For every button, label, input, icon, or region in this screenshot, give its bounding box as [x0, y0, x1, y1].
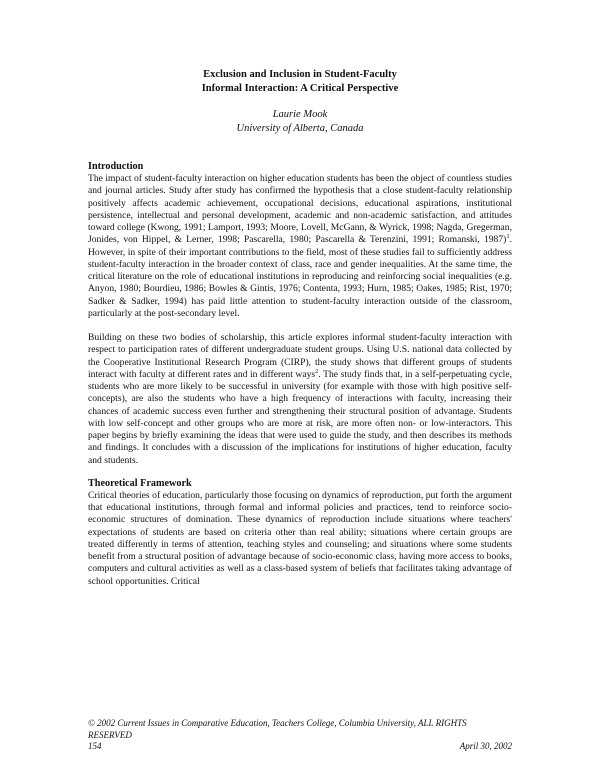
paragraph-theoretical-1: Critical theories of education, particularly those focusing on dynamics of reproduction, put forth the argument that educational institutions, through formal and informal policies and practices, tend to reinforce socio-economic structures of domination. These dynamics of reproduction include situations where teachers' expectations of students are based on criteria other than real ability; situations where certain groups are treated differently in terms of attention, teaching styles and counseling; and situations where some students benefit from a structural position of advantage because of socio-economic class, having more access to books, computers and cultural activities as well as a class-based system of beliefs that facilitates taking advantage of school opportunities. Critical	[88, 489, 512, 587]
page-number: 154	[88, 741, 102, 751]
author-name: Laurie Mook	[272, 109, 328, 120]
paragraph-intro-2	[88, 332, 512, 467]
paragraph-text: The impact of student-faculty interaction on higher education students has been the object of countless studies and journal articles. Study after study has confirmed the hypothesis that a close student-faculty relationship positively affects academic achievement, occupational decisions, educational aspirations, institutional persistence, intellectual and personal development, academic and non-academic satisfaction, and attitudes toward college (Kwong, 1991; Lamport, 1993; Moore, Lovell, McGann, & Wyrick, 1998; Nagda, Gregerman, Jonides, von Hippel, & Lerner, 1998; Pascarella, 1980; Pascarella & Terenzini, 1991; Romanski, 1987)	[88, 173, 512, 246]
footer-copyright: © 2002 Current Issues in Comparative Education, Teachers College, Columbia University, ALL RIGHTS RESERVED	[88, 718, 467, 740]
section-heading-introduction: Introduction	[88, 161, 144, 172]
footer-row	[88, 741, 512, 753]
paragraph-text: Building on these two bodies of scholarship, this article explores informal student-faculty interaction with respect to participation rates of different undergraduate student groups. Using U.S. national data collected by the Cooperative Institutional Research Program (CIRP), the study shows that different groups of students interact with faculty at different rates and in different ways	[88, 332, 512, 380]
paragraph-text: . The study finds that, in a self-perpetuating cycle, students who are more likely to be successful in university (for example with those with high positive self-concepts), are also the students who have a high frequency of interactions with faculty, increasing their chances of academic success even further and strengthening their structural position of advantage. Students with low self-concept and other groups who are more at risk, are more often non- or low-interactors. This paper begins by briefly examining the ideas that were used to guide the study, and then describes its methods and findings. It concludes with a discussion of the implications for institutions of higher education, faculty and students.	[88, 368, 512, 466]
footnote-marker-2[interactable]: 2	[315, 367, 319, 375]
author-block	[0, 108, 600, 136]
paper-title	[0, 68, 600, 96]
page-footer	[88, 718, 512, 753]
section-heading-theoretical-framework: Theoretical Framework	[88, 477, 192, 489]
publication-date: April 30, 2002	[459, 741, 512, 751]
title-line-2: Informal Interaction: A Critical Perspective	[201, 83, 399, 94]
title-line-1: Exclusion and Inclusion in Student-Faculty	[203, 69, 397, 80]
paragraph-intro-1	[88, 173, 512, 320]
author-affiliation: University of Alberta, Canada	[236, 123, 364, 134]
paragraph-text: . However, in spite of their important contributions to the field, most of these studies fail to sufficiently address student-faculty interaction in the broader context of class, race and gender inequalities. At the same time, the critical literature on the role of educational institutions in reproducing and reinforcing social inequalities (e.g. Anyon, 1980; Bourdieu, 1986; Bowles & Gintis, 1976; Contenta, 1993; Hurn, 1985; Oakes, 1985; Rist, 1970; Sadker & Sadker, 1994) has paid little attention to student-faculty interaction outside of the classroom, particularly at the post-secondary level.	[88, 234, 512, 319]
paper-body	[88, 160, 512, 588]
footnote-marker-1[interactable]: 1	[506, 233, 510, 241]
